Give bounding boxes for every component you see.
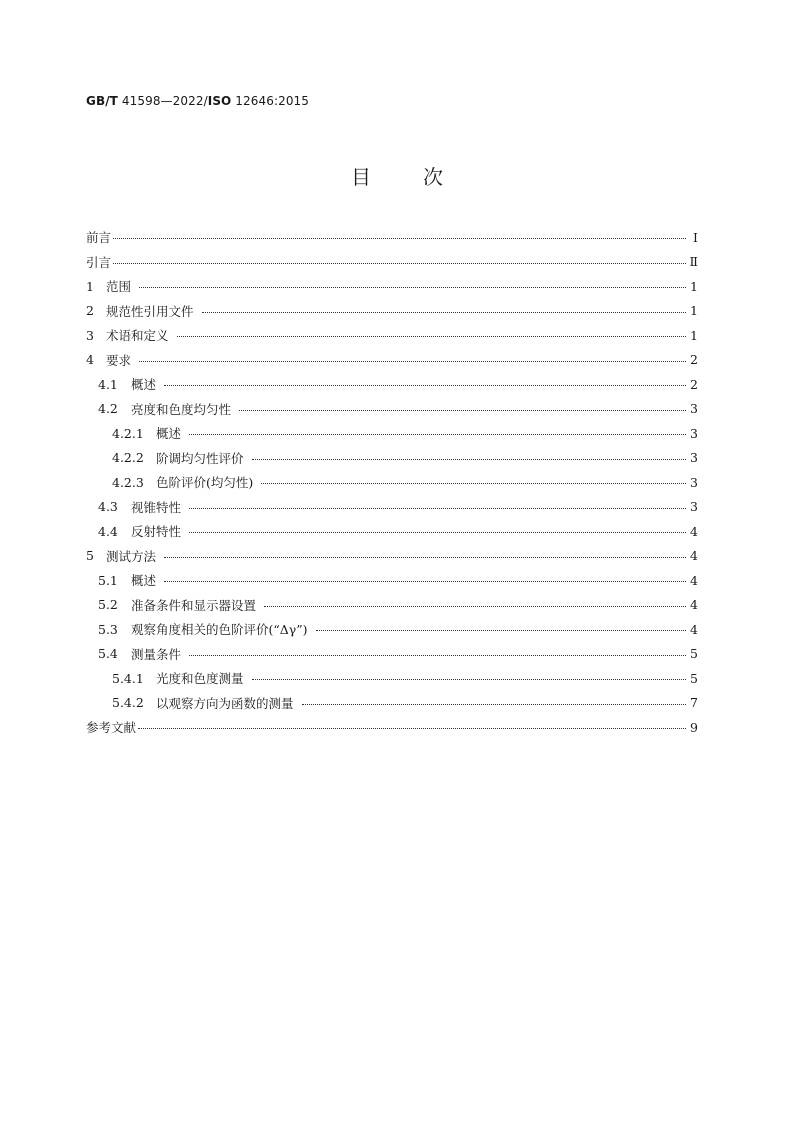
toc-leader-dots xyxy=(189,654,686,656)
toc-entry-label: 术语和定义 xyxy=(106,328,169,344)
page-title xyxy=(0,161,794,190)
toc-leader-dots xyxy=(138,727,686,729)
toc-leader-dots xyxy=(113,262,685,264)
toc-entry-number: 5.1 xyxy=(98,572,118,588)
toc-entry-page: 4 xyxy=(690,597,698,613)
toc-entry-label: 准备条件和显示器设置 xyxy=(131,597,257,613)
toc-leader-dots xyxy=(202,311,686,313)
toc-entry-page: 3 xyxy=(690,401,698,417)
toc-entry[interactable] xyxy=(86,421,698,446)
toc-leader-dots xyxy=(139,360,686,362)
toc-entry[interactable] xyxy=(86,372,698,397)
toc-entry[interactable] xyxy=(86,691,698,716)
title-char-2: 次 xyxy=(423,165,443,189)
toc-leader-dots xyxy=(252,458,686,460)
toc-leader-dots xyxy=(189,531,686,533)
toc-entry[interactable] xyxy=(86,568,698,593)
toc-entry-label: 以观察方向为函数的测量 xyxy=(156,695,294,711)
toc-entry[interactable] xyxy=(86,519,698,544)
toc-entry-label: 引言 xyxy=(86,254,112,270)
toc-entry[interactable] xyxy=(86,544,698,569)
toc-entry-page: 3 xyxy=(690,474,698,490)
toc-entry-label: 反射特性 xyxy=(131,524,182,540)
toc-entry-page: 4 xyxy=(690,621,698,637)
toc-entry[interactable] xyxy=(86,397,698,422)
toc-entry-label: 规范性引用文件 xyxy=(106,303,194,319)
toc-entry-number: 4.2.3 xyxy=(112,474,144,490)
toc-entry-number: 4.2.2 xyxy=(112,450,144,466)
toc-entry-number: 5.4.2 xyxy=(112,695,144,711)
toc-leader-dots xyxy=(239,409,686,411)
toc-leader-dots xyxy=(264,605,686,607)
toc-entry-number: 2 xyxy=(86,303,94,319)
toc-entry[interactable] xyxy=(86,274,698,299)
toc-entry-page: 3 xyxy=(690,425,698,441)
toc-entry-number: 4 xyxy=(86,352,94,368)
toc-entry[interactable] xyxy=(86,299,698,324)
toc-entry-label: 视锥特性 xyxy=(131,499,182,515)
toc-entry-label: 要求 xyxy=(106,352,132,368)
toc-entry-number: 4.2.1 xyxy=(112,425,144,441)
toc-entry-page: 1 xyxy=(690,278,698,294)
toc-entry-label: 阶调均匀性评价 xyxy=(156,450,244,466)
toc-entry[interactable] xyxy=(86,495,698,520)
standard-code-bold: GB/T xyxy=(86,94,118,108)
toc-leader-dots xyxy=(189,507,686,509)
toc-entry[interactable] xyxy=(86,348,698,373)
toc-entry-label: 概述 xyxy=(156,426,182,442)
toc-entry-label: 范围 xyxy=(106,279,132,295)
toc-entry-number: 4.1 xyxy=(98,376,118,392)
toc-entry-number: 4.4 xyxy=(98,523,118,539)
toc-leader-dots xyxy=(261,482,686,484)
toc-leader-dots xyxy=(139,286,686,288)
toc-entry-page: 2 xyxy=(690,352,698,368)
toc-entry-page: 3 xyxy=(690,499,698,515)
toc-entry-page: 9 xyxy=(690,719,698,735)
toc-entry-page: 4 xyxy=(690,548,698,564)
standard-code-number: 41598—2022/ xyxy=(117,94,208,108)
toc-entry-number: 5.2 xyxy=(98,597,118,613)
toc-leader-dots xyxy=(164,580,686,582)
toc-leader-dots xyxy=(316,629,686,631)
toc-entry-page: Ⅱ xyxy=(689,254,698,270)
toc-entry-number: 4.2 xyxy=(98,401,118,417)
toc-entry-page: 4 xyxy=(690,523,698,539)
toc-entry[interactable] xyxy=(86,666,698,691)
toc-entry-page: 5 xyxy=(690,670,698,686)
toc-entry-page: 7 xyxy=(690,695,698,711)
toc-entry-label: 参考文献 xyxy=(86,720,137,736)
toc-entry-number: 4.3 xyxy=(98,499,118,515)
toc-entry-page: 1 xyxy=(690,303,698,319)
toc-entry-number: 5.4.1 xyxy=(112,670,144,686)
toc-leader-dots xyxy=(177,335,686,337)
toc-entry-number: 3 xyxy=(86,327,94,343)
toc-entry[interactable] xyxy=(86,250,698,275)
toc-entry[interactable] xyxy=(86,323,698,348)
toc-leader-dots xyxy=(164,384,686,386)
toc-entry-label: 概述 xyxy=(131,573,157,589)
standard-header xyxy=(86,94,309,108)
toc-entry[interactable] xyxy=(86,617,698,642)
toc-entry-page: 1 xyxy=(690,327,698,343)
toc-entry-page: 3 xyxy=(690,450,698,466)
toc-entry-label: 概述 xyxy=(131,377,157,393)
toc-leader-dots xyxy=(302,703,686,705)
toc-entry-label: 测量条件 xyxy=(131,646,182,662)
iso-code-bold: ISO xyxy=(207,94,232,108)
toc-entry-page: 5 xyxy=(690,646,698,662)
toc-entry-number: 5.4 xyxy=(98,646,118,662)
toc-leader-dots xyxy=(113,237,686,239)
toc-entry[interactable] xyxy=(86,593,698,618)
toc-entry-page: 2 xyxy=(690,376,698,392)
iso-code-number: 12646:2015 xyxy=(231,94,310,108)
toc-entry-label: 前言 xyxy=(86,230,112,246)
toc-entry-number: 5 xyxy=(86,548,94,564)
toc-leader-dots xyxy=(252,678,686,680)
title-char-1: 目 xyxy=(351,165,371,189)
toc-entry[interactable] xyxy=(86,225,698,250)
toc-entry-page: 4 xyxy=(690,572,698,588)
toc-entry-label: 测试方法 xyxy=(106,548,157,564)
toc-entry[interactable] xyxy=(86,642,698,667)
toc-entry-number: 1 xyxy=(86,278,94,294)
toc-entry-label: 色阶评价(均匀性) xyxy=(156,475,254,491)
toc-entry-label: 光度和色度测量 xyxy=(156,671,244,687)
toc-entry[interactable] xyxy=(86,470,698,495)
toc-entry-label: 观察角度相关的色阶评价(“Δγ”) xyxy=(131,622,308,638)
toc-entry-number: 5.3 xyxy=(98,621,118,637)
toc-entry-label: 亮度和色度均匀性 xyxy=(131,401,232,417)
toc-entry-page: Ⅰ xyxy=(693,229,698,245)
table-of-contents xyxy=(86,225,698,740)
toc-entry[interactable] xyxy=(86,446,698,471)
toc-leader-dots xyxy=(164,556,686,558)
toc-entry[interactable] xyxy=(86,715,698,740)
toc-leader-dots xyxy=(189,433,686,435)
